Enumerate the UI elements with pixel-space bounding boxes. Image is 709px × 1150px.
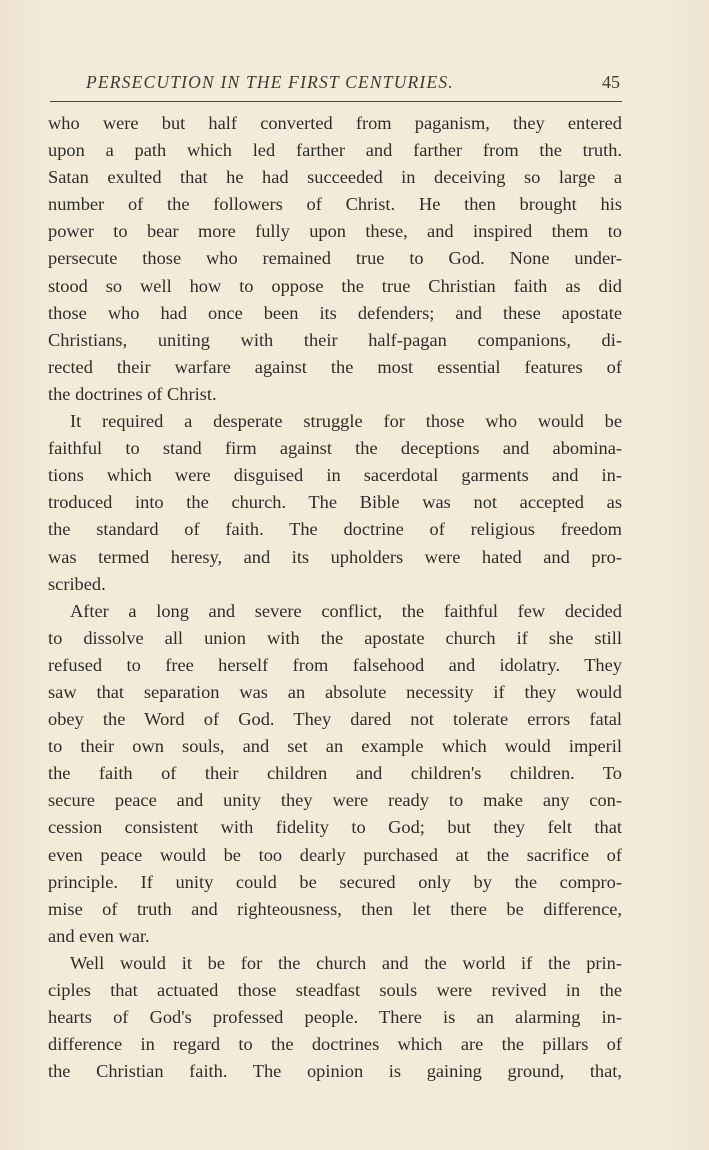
text-line: refused to free herself from falsehood and idolatry. They — [48, 654, 622, 675]
text-line: obey the Word of God. They dared not tolerate errors fatal — [48, 709, 622, 730]
text-line: principle. If unity could be secured only by the compro- — [48, 871, 622, 892]
text-line: scribed. — [48, 573, 106, 594]
text-line: secure peace and unity they were ready to make any con- — [48, 790, 622, 811]
text-line: number of the followers of Christ. He then brought his — [48, 194, 622, 215]
text-line: and even war. — [48, 925, 150, 946]
text-line: to dissolve all union with the apostate church if she still — [48, 627, 622, 648]
text-line: saw that separation was an absolute necessity if they would — [48, 681, 622, 702]
text-line: upon a path which led farther and farther from the truth. — [48, 140, 622, 161]
paragraph — [48, 110, 622, 408]
text-line: was termed heresy, and its upholders were hated and pro- — [48, 546, 622, 567]
page-header — [86, 70, 622, 100]
body-text — [48, 110, 622, 1085]
text-line: even peace would be too dearly purchased at the sacrifice of — [48, 844, 622, 865]
text-line: who were but half converted from paganism, they entered — [48, 113, 622, 133]
text-line: to their own souls, and set an example which would imperil — [48, 736, 622, 757]
text-line: After a long and severe conflict, the faithful few decided — [70, 600, 622, 621]
text-line: Satan exulted that he had succeeded in deceiving so large a — [48, 167, 622, 188]
text-line: hearts of God's professed people. There is an alarming in- — [48, 1007, 622, 1028]
text-line: troduced into the church. The Bible was not accepted as — [48, 492, 622, 513]
text-line: stood so well how to oppose the true Christian faith as did — [48, 275, 622, 296]
text-line: It required a desperate struggle for those who would be — [70, 411, 622, 432]
text-line: persecute those who remained true to God. None under- — [48, 248, 622, 269]
text-line: tions which were disguised in sacerdotal garments and in- — [48, 465, 622, 486]
text-line: mise of truth and righteousness, then let there be difference, — [48, 898, 622, 919]
text-line: those who had once been its defenders; and these apostate — [48, 302, 622, 323]
page-number: 45 — [602, 72, 620, 92]
text-line: the faith of their children and children's children. To — [48, 763, 622, 784]
text-line: Well would it be for the church and the world if the prin- — [70, 952, 622, 973]
text-line: power to bear more fully upon these, and inspired them to — [48, 221, 622, 242]
text-line: difference in regard to the doctrines which are the pillars of — [48, 1034, 622, 1055]
text-line: faithful to stand firm against the deceptions and abomina- — [48, 438, 622, 459]
paragraph — [48, 950, 622, 1085]
text-line: ciples that actuated those steadfast souls were revived in the — [48, 980, 622, 1000]
text-line: the doctrines of Christ. — [48, 383, 217, 404]
text-line: the Christian faith. The opinion is gaining ground, that, — [48, 1061, 622, 1082]
header-rule — [50, 101, 622, 102]
paragraph — [48, 598, 622, 950]
text-line: Christians, uniting with their half-pagan companions, di- — [48, 329, 622, 350]
text-line: cession consistent with fidelity to God; but they felt that — [48, 817, 622, 838]
paragraph — [48, 408, 622, 598]
running-title: PERSECUTION IN THE FIRST CENTURIES. — [86, 72, 454, 92]
text-line: rected their warfare against the most essential features of — [48, 356, 622, 377]
text-line: the standard of faith. The doctrine of religious freedom — [48, 519, 622, 540]
